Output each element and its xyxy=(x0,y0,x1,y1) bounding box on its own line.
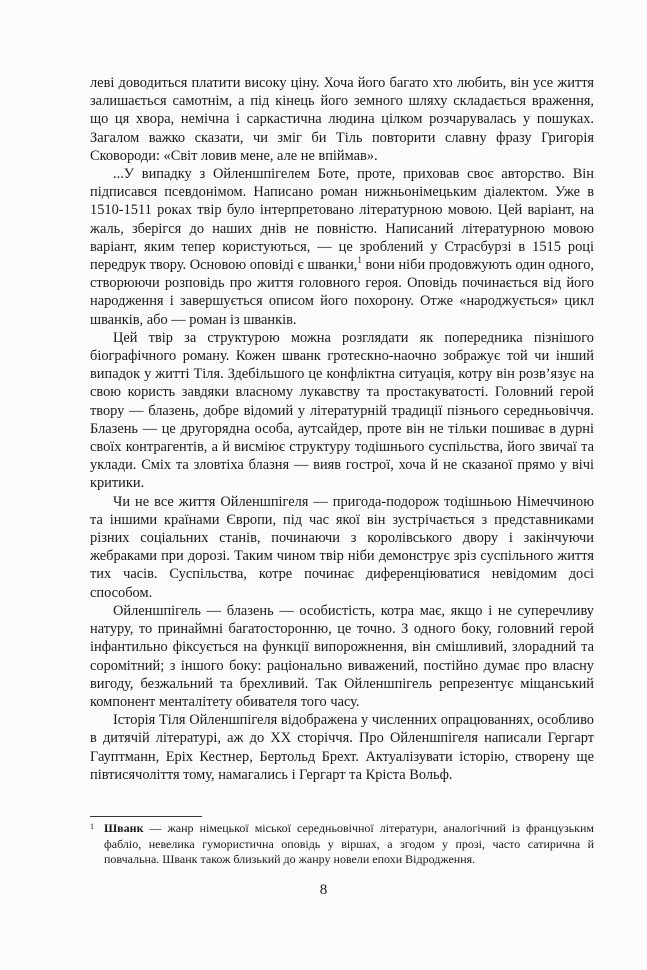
paragraph-1: леві доводиться платити високу ціну. Хоча його багато хто любить, він усе життя залишається самотнім, а під кінець його земного шляху складається враження, що ця хвора, немічна і саркастична людина цілком розчарувалась у пошуках. Загалом важко сказати, чи зміг би Тіль повторити славну фразу Григорія Сковороди: «Світ ловив мене, але не впіймав». xyxy=(90,75,594,164)
footnote-term: Шванк xyxy=(104,821,144,835)
paragraph-3: Цей твір за структурою можна розглядати як попередника пізнішого біографічного роману. Кожен шванк гротескно-наочно зображує той чи інший випадок у житті Тіля. Здебільшого це конфліктна ситуація, котру він розв’язує на свою користь завдяки власному лукавству та простакуватості. Головний герой твору — блазень, добре відомий у літературній традиції пізнього середньовіччя. Блазень — це другорядна особа, аутсайдер, проте він не тільки пошиває в дурні своїх контрагентів, а й висміює структуру тодішнього суспільства, його звичаї та уклади. Сміх та зловтіха блазня — вияв гострої, хоча й не сказаної прямо у вічі критики. xyxy=(90,329,594,492)
paragraph-5: Ойленшпігель — блазень — особистість, котра має, якщо і не суперечливу натуру, то принаймні багатосторонню, це точно. З одного боку, головний герой інфантильно фіксується на функції випорожнення, він смішливий, злорадний та соромітний; з іншого боку: раціонально виважений, постійно думає про власну вигоду, безжальний та брехливий. Так Ойленшпігель репрезентує міщанський компонент менталітету обивателя того часу. xyxy=(90,602,594,710)
footnote-reference[interactable]: 1 xyxy=(357,255,362,266)
footnote xyxy=(90,821,594,868)
page-number: 8 xyxy=(319,882,328,898)
footnote-divider xyxy=(90,816,202,817)
main-text xyxy=(90,74,594,784)
paragraph-2-text-a: ...У випадку з Ойленшпігелем Боте, проте, приховав своє авторство. Він підписався псевдонімом. Написано роман нижньонімецьким діалектом. Уже в 1510-1511 роках твір було інтерпретовано літературною мовою. Цей варіант, на жаль, зберігся до наших днів не повністю. Написаний літературною мовою варіант, яким тепер користуються, — це зроблений у Страсбурзі в 1515 році передрук твору. Основою оповіді є шванки, xyxy=(90,166,594,274)
paragraph-2-text-b: вони ніби продовжують один одного, створюючи розповідь про життя головного героя. Оповідь починається від його народження і завершується описом його похорону. Отже «народжується» цикл шванків, або — роман із шванків. xyxy=(90,257,594,328)
footnote-marker: 1 xyxy=(90,822,94,831)
footnote-text: — жанр німецької міської середньовічної літератури, аналогічний із французьким фабліо, невелика гумористична оповідь у віршах, а згодом у прозі, часто сатирична й повчальна. Шванк також близький до жанру новели епохи Відродження. xyxy=(104,821,594,867)
paragraph-4: Чи не все життя Ойленшпігеля — пригода-подорож тодішньою Німеччиною та іншими країнами Європи, під час якої він зустрічається з представниками різних соціальних станів, починаючи з королівського двору і закінчуючи жебраками при дорозі. Таким чином твір ніби демонструє зріз суспільного життя тих часів. Суспільства, котре починає диференціюватися невідомим досі способом. xyxy=(90,493,594,601)
paragraph-6: Історія Тіля Ойленшпігеля відображена у численних опрацюваннях, особливо в дитячій літературі, аж до XX сторіччя. Про Ойленшпігеля написали Гергарт Гауптманн, Еріх Кестнер, Бертольд Брехт. Актуалізувати історію, створену ще півтисячоліття тому, намагались і Гергарт та Кріста Вольф. xyxy=(90,712,594,783)
footnote-1 xyxy=(90,821,594,868)
paragraph-2 xyxy=(90,165,594,329)
